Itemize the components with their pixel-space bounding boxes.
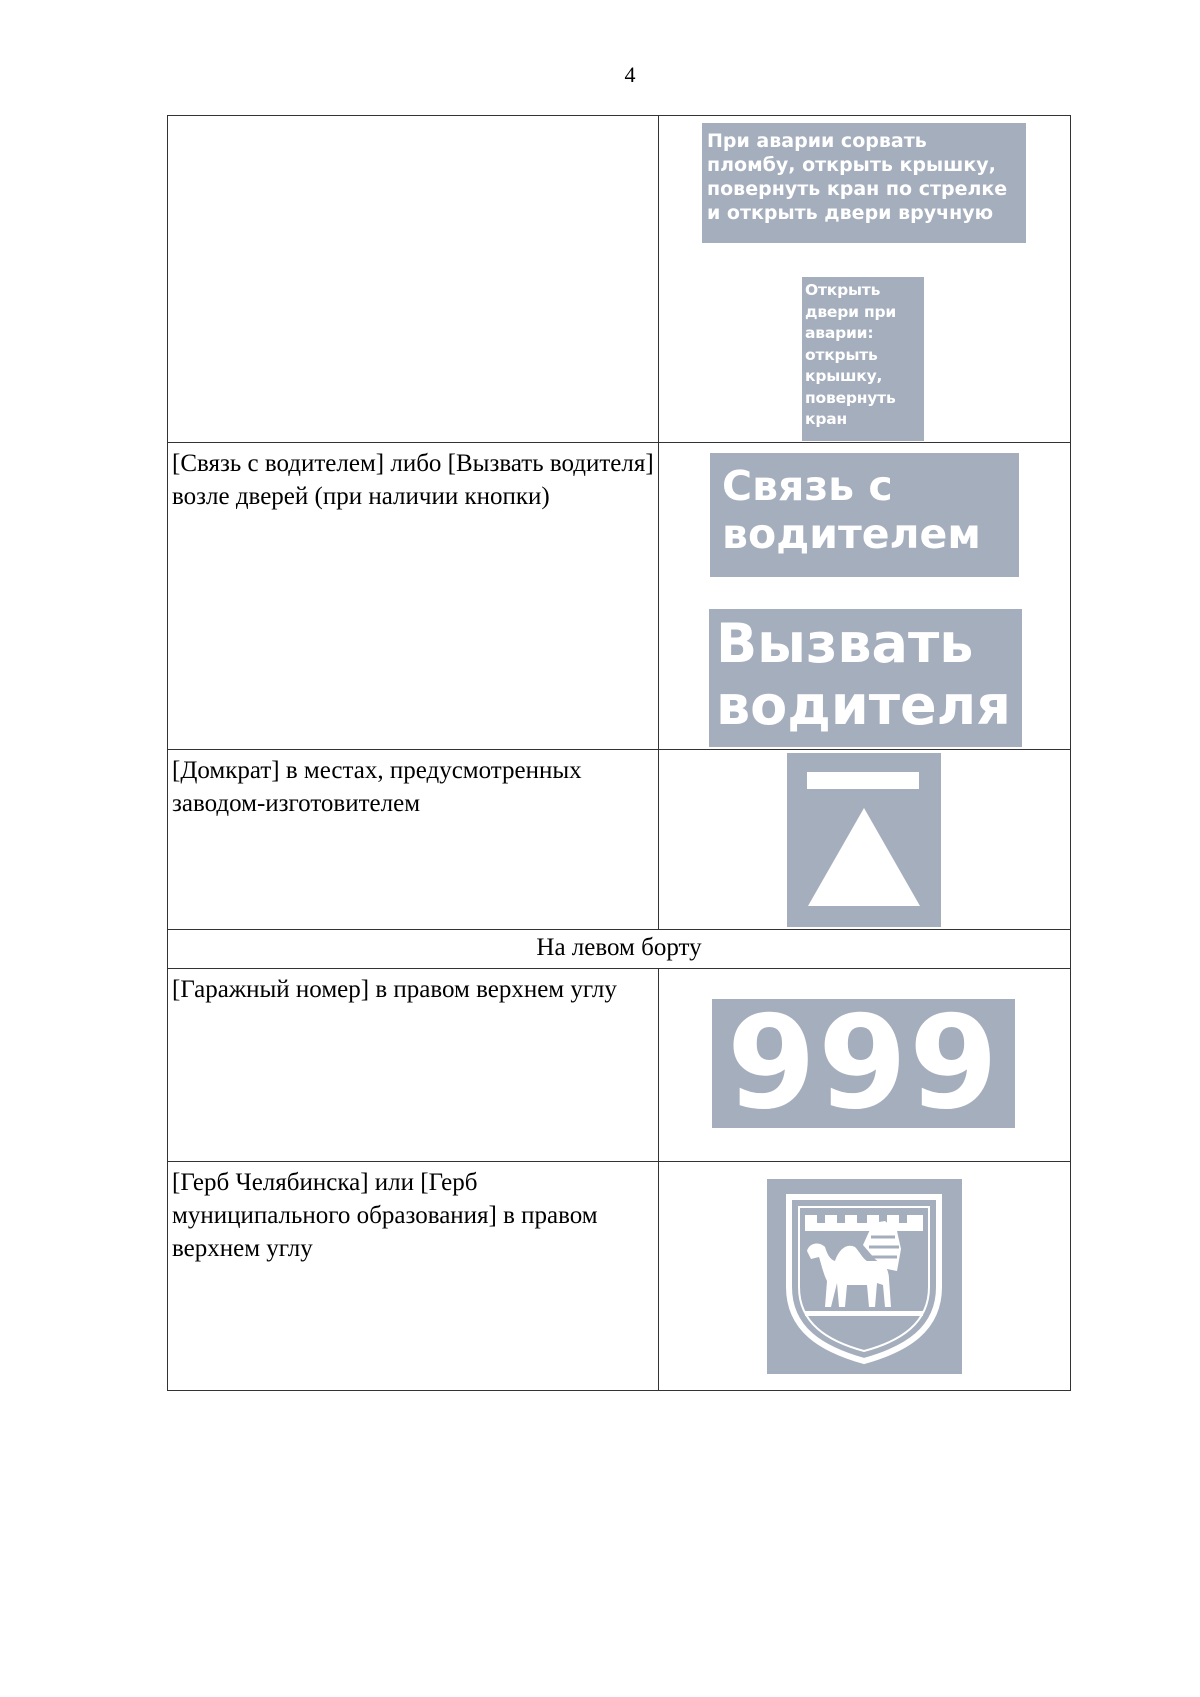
page-number: 4 xyxy=(624,62,636,87)
sign-cell xyxy=(659,969,1071,1162)
description-cell: [Связь с водителем] либо [Вызвать водителя] возле дверей (при наличии кнопки) xyxy=(168,443,659,750)
emergency-door-small-plate: Открыть двери при аварии: открыть крышку, повернуть кран xyxy=(802,277,924,441)
jack-triangle-icon xyxy=(787,753,941,927)
description-cell: [Домкрат] в местах, предусмотренных заводом-изготовителем xyxy=(168,750,659,930)
chelyabinsk-coat-of-arms-icon xyxy=(767,1179,962,1374)
signage-table xyxy=(167,115,1071,1391)
section-heading: На левом борту xyxy=(168,930,1071,969)
table-row xyxy=(168,969,1071,1162)
description-cell: [Гаражный номер] в правом верхнем углу xyxy=(168,969,659,1162)
contact-driver-plate: Связь с водителем xyxy=(710,453,1019,577)
table-row xyxy=(168,116,1071,443)
sign-cell xyxy=(659,116,1071,443)
sign-cell xyxy=(659,1162,1071,1391)
table-row xyxy=(168,750,1071,930)
garage-number-plate: 999 xyxy=(712,999,1015,1128)
description-cell xyxy=(168,116,659,443)
description-cell: [Герб Челябинска] или [Герб муниципального образования] в правом верхнем углу xyxy=(168,1162,659,1391)
table-row xyxy=(168,1162,1071,1391)
sign-cell xyxy=(659,443,1071,750)
call-driver-plate: Вызвать водителя xyxy=(709,609,1022,747)
sign-cell xyxy=(659,750,1071,930)
table-row xyxy=(168,443,1071,750)
table-row xyxy=(168,930,1071,969)
emergency-door-plate: При аварии сорвать пломбу, открыть крышку, повернуть кран по стрелке и открыть двери вручную xyxy=(702,123,1026,243)
